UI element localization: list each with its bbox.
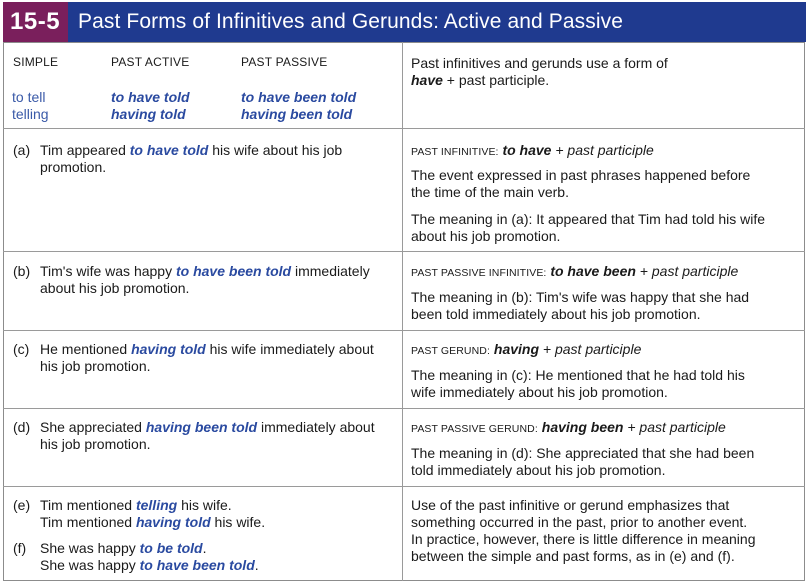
explanation-d-p1-l1: The meaning in (d): She appreciated that she had been <box>411 445 755 461</box>
explanation-ef-l1: Use of the past infinitive or gerund emphasizes that <box>411 497 730 513</box>
col-head-past-active: PAST ACTIVE <box>111 55 190 69</box>
row-divider <box>3 486 805 487</box>
example-e-line2: Tim mentioned having told his wife. <box>40 514 266 530</box>
explanation-a-heading: PAST INFINITIVE: to have + past participle <box>411 142 654 158</box>
example-label: (c) <box>13 341 30 357</box>
past-active-gerund: having told <box>111 106 186 122</box>
chart-header <box>3 2 806 42</box>
example-label: (b) <box>13 263 31 279</box>
explanation-ef-l4: between the simple and past forms, as in (e) and (f). <box>411 548 735 564</box>
example-b-line1: Tim's wife was happy to have been told immediately <box>40 263 370 279</box>
simple-gerund: telling <box>12 106 49 122</box>
intro-note-line2: have + past participle. <box>411 72 550 88</box>
row-divider <box>3 128 805 129</box>
explanation-a-p1-l2: the time of the main verb. <box>411 184 569 200</box>
explanation-a-p2-l1: The meaning in (a): It appeared that Tim had told his wife <box>411 211 766 227</box>
example-c-line2: his job promotion. <box>40 358 151 374</box>
past-active-infinitive: to have told <box>111 89 190 105</box>
explanation-a-p1-l1: The event expressed in past phrases happened before <box>411 167 751 183</box>
explanation-d-p1-l2: told immediately about his job promotion. <box>411 462 666 478</box>
explanation-c-p1-l2: wife immediately about his job promotion. <box>411 384 668 400</box>
column-divider <box>402 42 403 581</box>
row-divider <box>3 251 805 252</box>
example-f-line1: She was happy to be told. <box>40 540 207 556</box>
row-divider <box>3 408 805 409</box>
intro-note-line1: Past infinitives and gerunds use a form of <box>411 55 668 71</box>
col-head-simple: SIMPLE <box>13 55 59 69</box>
col-head-past-passive: PAST PASSIVE <box>241 55 328 69</box>
explanation-ef-l3: In practice, however, there is little difference in meaning <box>411 531 756 547</box>
example-label: (d) <box>13 419 31 435</box>
explanation-c-heading: PAST GERUND: having + past participle <box>411 341 642 357</box>
example-c-line1: He mentioned having told his wife immediately about <box>40 341 374 357</box>
row-divider <box>3 330 805 331</box>
example-f-line2: She was happy to have been told. <box>40 557 259 573</box>
explanation-d-heading: PAST PASSIVE GERUND: having been + past participle <box>411 419 726 435</box>
example-a-line1: Tim appeared to have told his wife about his job <box>40 142 343 158</box>
simple-infinitive: to tell <box>12 89 46 105</box>
example-d-line2: his job promotion. <box>40 436 151 452</box>
example-b-line2: about his job promotion. <box>40 280 190 296</box>
explanation-ef-l2: something occurred in the past, prior to another event. <box>411 514 748 530</box>
explanation-b-heading: PAST PASSIVE INFINITIVE: to have been + past participle <box>411 263 739 279</box>
past-passive-infinitive: to have been told <box>241 89 357 105</box>
explanation-c-p1-l1: The meaning in (c): He mentioned that he had told his <box>411 367 745 383</box>
explanation-b-p1-l2: been told immediately about his job promotion. <box>411 306 701 322</box>
example-d-line1: She appreciated having been told immediately about <box>40 419 375 435</box>
example-label: (f) <box>13 540 27 556</box>
example-a-line2: promotion. <box>40 159 107 175</box>
example-e-line1: Tim mentioned telling his wife. <box>40 497 232 513</box>
past-passive-gerund: having been told <box>241 106 353 122</box>
explanation-b-p1-l1: The meaning in (b): Tim's wife was happy that she had <box>411 289 750 305</box>
example-label: (a) <box>13 142 31 158</box>
explanation-a-p2-l2: about his job promotion. <box>411 228 561 244</box>
chart-title: Past Forms of Infinitives and Gerunds: Active and Passive <box>78 10 623 33</box>
chart-number: 15-5 <box>3 2 68 42</box>
example-label: (e) <box>13 497 31 513</box>
